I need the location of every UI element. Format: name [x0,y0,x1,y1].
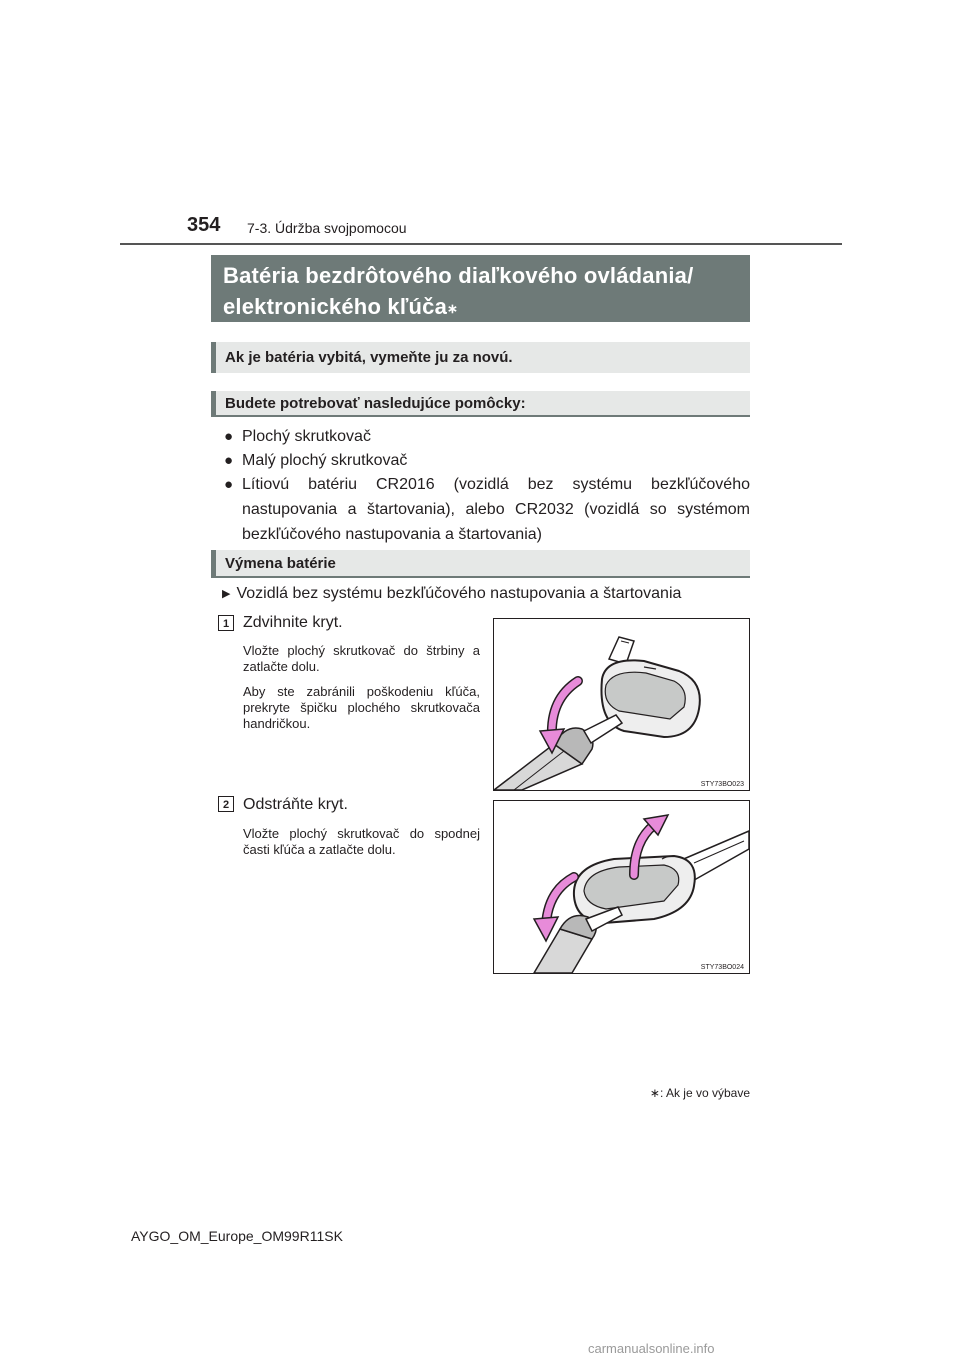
document-code: AYGO_OM_Europe_OM99R11SK [131,1228,343,1244]
step-2-title: Odstráňte kryt. [243,796,348,813]
tools-heading-text: Budete potrebovať nasledujúce pomôcky: [225,394,526,412]
title-line-1: Batéria bezdrôtového diaľkového ovládania/ [223,263,694,288]
optional-mark: ∗ [447,301,459,316]
tool-item [224,424,750,449]
title-line-2 [223,291,738,322]
step-2-description: Vložte plochý skrutkovač do spodnej časti kľúča a zatlačte dolu. [243,826,480,857]
replacement-heading-text: Výmena batérie [225,554,336,572]
intro-text: Ak je batéria vybitá, vymeňte ju za novú. [225,349,513,366]
section-title: 7-3. Údržba svojpomocou [247,220,407,236]
footnote: ∗: Ak je vo výbave [649,1086,750,1100]
watermark: carmanualsonline.info [588,1341,715,1356]
tool-item-text: Lítiovú batériu CR2016 (vozidlá bez systému bezkľúčového nastupovania a štartovania), alebo CR2032 (vozidlá so systémom bezkľúčového nastupovania a štartovania) [242,476,750,543]
tool-item [224,448,750,473]
tools-heading [211,391,750,417]
figure-remove-cover [493,800,750,974]
bullet-icon: ● [224,428,234,445]
triangle-icon: ▶ [222,588,231,600]
step-1-description: Vložte plochý skrutkovač do štrbiny a zatlačte dolu. [243,643,480,674]
step-number-2: 2 [218,796,234,812]
page-number: 354 [187,214,221,236]
figure-code: STY73BO023 [700,781,744,788]
variant-line [222,585,681,603]
replacement-heading [211,550,750,578]
tool-item-text: Plochý skrutkovač [242,428,371,445]
step-number-1: 1 [218,615,234,631]
figure-code: STY73BO024 [700,964,744,971]
bullet-icon: ● [224,452,234,469]
tool-item-text: Malý plochý skrutkovač [242,452,408,469]
figure-lift-cover [493,618,750,791]
bullet-icon: ● [224,476,234,493]
variant-text: Vozidlá bez systému bezkľúčového nastupovania a štartovania [236,585,682,602]
tool-item [224,472,750,547]
intro-bar [211,342,750,373]
header-rule [120,243,842,245]
key-screwdriver-illustration [494,619,749,790]
title-line-2-text: elektronického kľúča [223,294,448,319]
step-1-description: Aby ste zabránili poškodeniu kľúča, prekryte špičku plochého skrutkovača handričkou. [243,684,480,731]
step-1-title: Zdvihnite kryt. [243,614,343,631]
title-banner [211,255,750,322]
key-screwdriver-illustration [494,801,749,973]
